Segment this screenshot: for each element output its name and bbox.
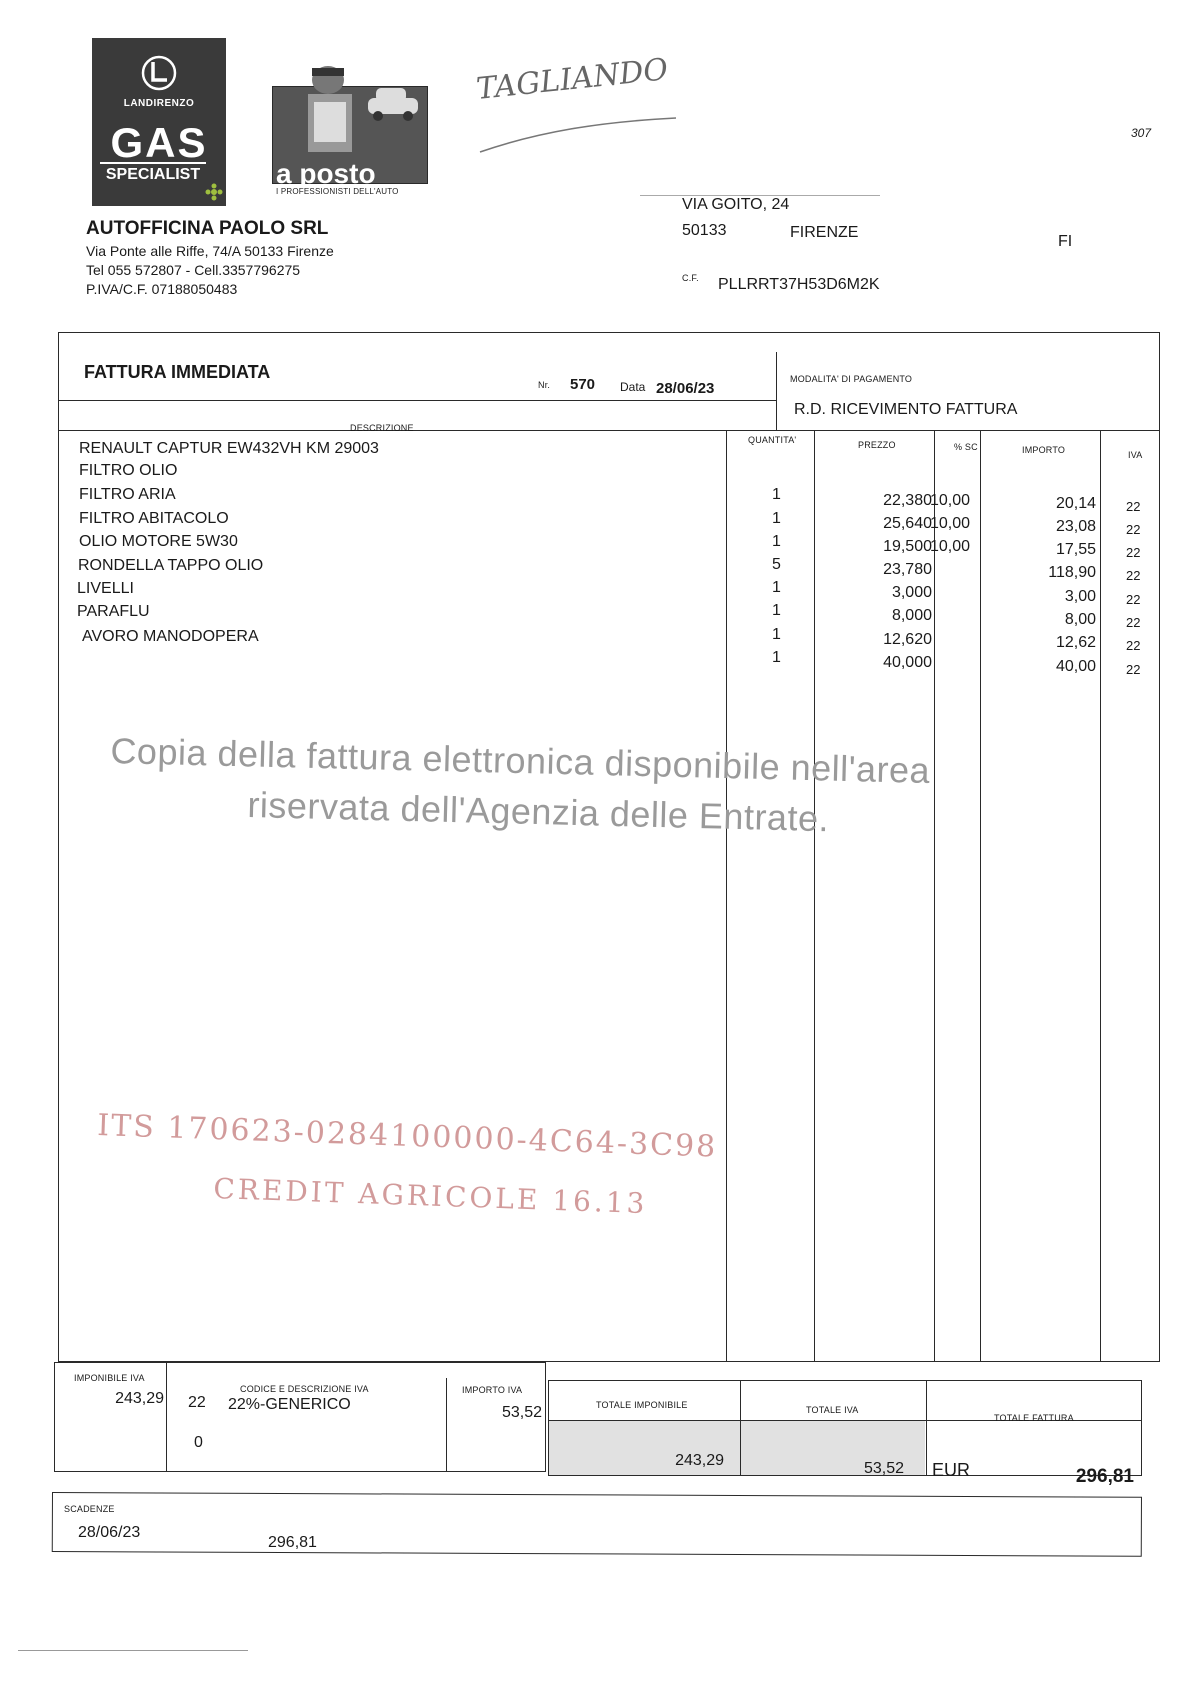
deadlines-box [52, 1492, 1142, 1557]
logo-aposto-name: a posto [276, 158, 376, 189]
item-description: PARAFLU [77, 603, 150, 620]
item-description: OLIO MOTORE 5W30 [79, 533, 238, 550]
col-vat: IVA [1128, 450, 1143, 460]
item-vat: 22 [1126, 499, 1141, 514]
aposto-logo [272, 86, 428, 198]
item-quantity: 1 [772, 533, 781, 550]
company-phone: Tel 055 572807 - Cell.3357796275 [86, 262, 301, 278]
handwritten-stroke [478, 112, 678, 156]
item-vat: 22 [1126, 662, 1141, 677]
item-description: FILTRO ABITACOLO [79, 510, 229, 527]
invoice-title: FATTURA IMMEDIATA [84, 362, 271, 382]
item-quantity: 1 [772, 626, 781, 643]
col-price: PREZZO [858, 440, 896, 450]
mechanic-icon [292, 58, 422, 158]
handwritten-note: TAGLIANDO [474, 52, 670, 107]
item-description: RENAULT CAPTUR EW432VH KM 29003 [79, 440, 379, 457]
logo-gas-subtitle: SPECIALIST [100, 162, 206, 184]
item-description: FILTRO OLIO [79, 462, 178, 479]
item-amount: 118,90 [1048, 564, 1096, 581]
col-quantity: QUANTITA' [748, 435, 797, 445]
item-discount: 10,00 [930, 538, 971, 555]
logo-brand: LANDIRENZO [123, 98, 195, 109]
vat-amount-value: 53,52 [501, 1404, 542, 1421]
invoice-nr-label: Nr. [538, 380, 551, 390]
item-vat: 22 [1126, 568, 1141, 583]
item-description: AVORO MANODOPERA [82, 628, 259, 645]
item-amount: 20,14 [1055, 495, 1096, 512]
company-vat: P.IVA/C.F. 07188050483 [86, 281, 238, 297]
item-quantity: 1 [772, 649, 781, 666]
item-amount: 23,08 [1055, 518, 1096, 535]
item-quantity: 1 [772, 510, 781, 527]
col-amount: IMPORTO [1022, 445, 1066, 455]
total-vat-label: TOTALE IVA [806, 1405, 859, 1415]
deadline-amount: 296,81 [268, 1534, 317, 1551]
item-amount: 17,55 [1055, 541, 1096, 558]
logo-gas-title: GAS [110, 119, 208, 166]
total-currency: EUR [932, 1460, 971, 1480]
item-price: 3,000 [891, 584, 932, 601]
item-price: 25,640 [883, 515, 932, 532]
item-vat: 22 [1126, 545, 1141, 560]
item-quantity: 1 [772, 486, 781, 503]
vat-amount-label: IMPORTO IVA [462, 1385, 523, 1395]
item-price: 8,000 [891, 607, 932, 624]
total-taxable-value: 243,29 [675, 1452, 724, 1469]
item-quantity: 1 [772, 602, 781, 619]
item-amount: 12,62 [1055, 634, 1096, 651]
watermark-line-2: riservata dell'Agenzia delle Entrate. [246, 784, 830, 840]
item-vat: 22 [1126, 638, 1141, 653]
taxable-label: IMPONIBILE IVA [74, 1373, 145, 1383]
deadlines-label: SCADENZE [64, 1504, 115, 1514]
pen-note-line-1: ITS 170623-0284100000-4C64-3C98 [96, 1108, 718, 1165]
pen-note-line-2: CREDIT AGRICOLE 16.13 [212, 1172, 648, 1221]
item-description: LIVELLI [77, 580, 134, 597]
item-discount: 10,00 [930, 492, 971, 509]
payment-label: MODALITA' DI PAGAMENTO [790, 374, 913, 384]
deadline-date: 28/06/23 [78, 1524, 141, 1541]
item-quantity: 1 [772, 579, 781, 596]
item-amount: 8,00 [1064, 611, 1096, 628]
invoice-nr: 570 [570, 376, 596, 393]
payment-method: R.D. RICEVIMENTO FATTURA [794, 401, 1018, 418]
total-invoice-value: 296,81 [1075, 1466, 1134, 1487]
total-invoice-label: TOTALE FATTURA [994, 1413, 1074, 1423]
flower-icon [204, 182, 224, 202]
company-name: AUTOFFICINA PAOLO SRL [86, 218, 329, 239]
landirenzo-emblem-icon [141, 54, 177, 92]
vat-code-label: CODICE E DESCRIZIONE IVA [240, 1384, 369, 1394]
item-price: 22,380 [883, 492, 932, 509]
client-cf-label: C.F. [682, 273, 699, 283]
total-vat-value: 53,52 [863, 1460, 904, 1477]
landirenzo-logo [92, 38, 226, 206]
watermark-line-1: Copia della fattura elettronica disponibile nell'area [109, 730, 931, 792]
vat-zero: 0 [194, 1434, 203, 1451]
invoice-date-label: Data [620, 380, 646, 394]
item-price: 12,620 [883, 631, 932, 648]
item-price: 19,500 [883, 538, 932, 555]
item-vat: 22 [1126, 615, 1141, 630]
item-description: RONDELLA TAPPO OLIO [78, 557, 264, 574]
logo-aposto-tagline: I PROFESSIONISTI DELL'AUTO [276, 187, 399, 196]
item-amount: 40,00 [1055, 658, 1096, 675]
item-price: 23,780 [883, 561, 932, 578]
vat-description: 22%-GENERICO [228, 1396, 351, 1413]
total-taxable-label: TOTALE IMPONIBILE [596, 1400, 688, 1410]
client-cap: 50133 [682, 222, 727, 239]
vat-code: 22 [188, 1394, 206, 1411]
item-vat: 22 [1126, 592, 1141, 607]
col-discount: % SC [954, 442, 978, 452]
client-cf: PLLRRT37H53D6M2K [718, 276, 880, 293]
client-street: VIA GOITO, 24 [682, 196, 790, 213]
client-province: FI [1058, 233, 1073, 250]
item-amount: 3,00 [1064, 588, 1096, 605]
item-discount: 10,00 [930, 515, 971, 532]
page-number: 307 [1131, 126, 1152, 140]
item-price: 40,000 [883, 654, 932, 671]
item-vat: 22 [1126, 522, 1141, 537]
taxable-value: 243,29 [115, 1390, 164, 1407]
company-address: Via Ponte alle Riffe, 74/A 50133 Firenze [86, 243, 334, 259]
item-description: FILTRO ARIA [79, 486, 176, 503]
col-description: DESCRIZIONE [350, 423, 414, 433]
invoice-date: 28/06/23 [656, 380, 715, 397]
client-city: FIRENZE [790, 224, 859, 241]
item-quantity: 5 [772, 556, 781, 573]
